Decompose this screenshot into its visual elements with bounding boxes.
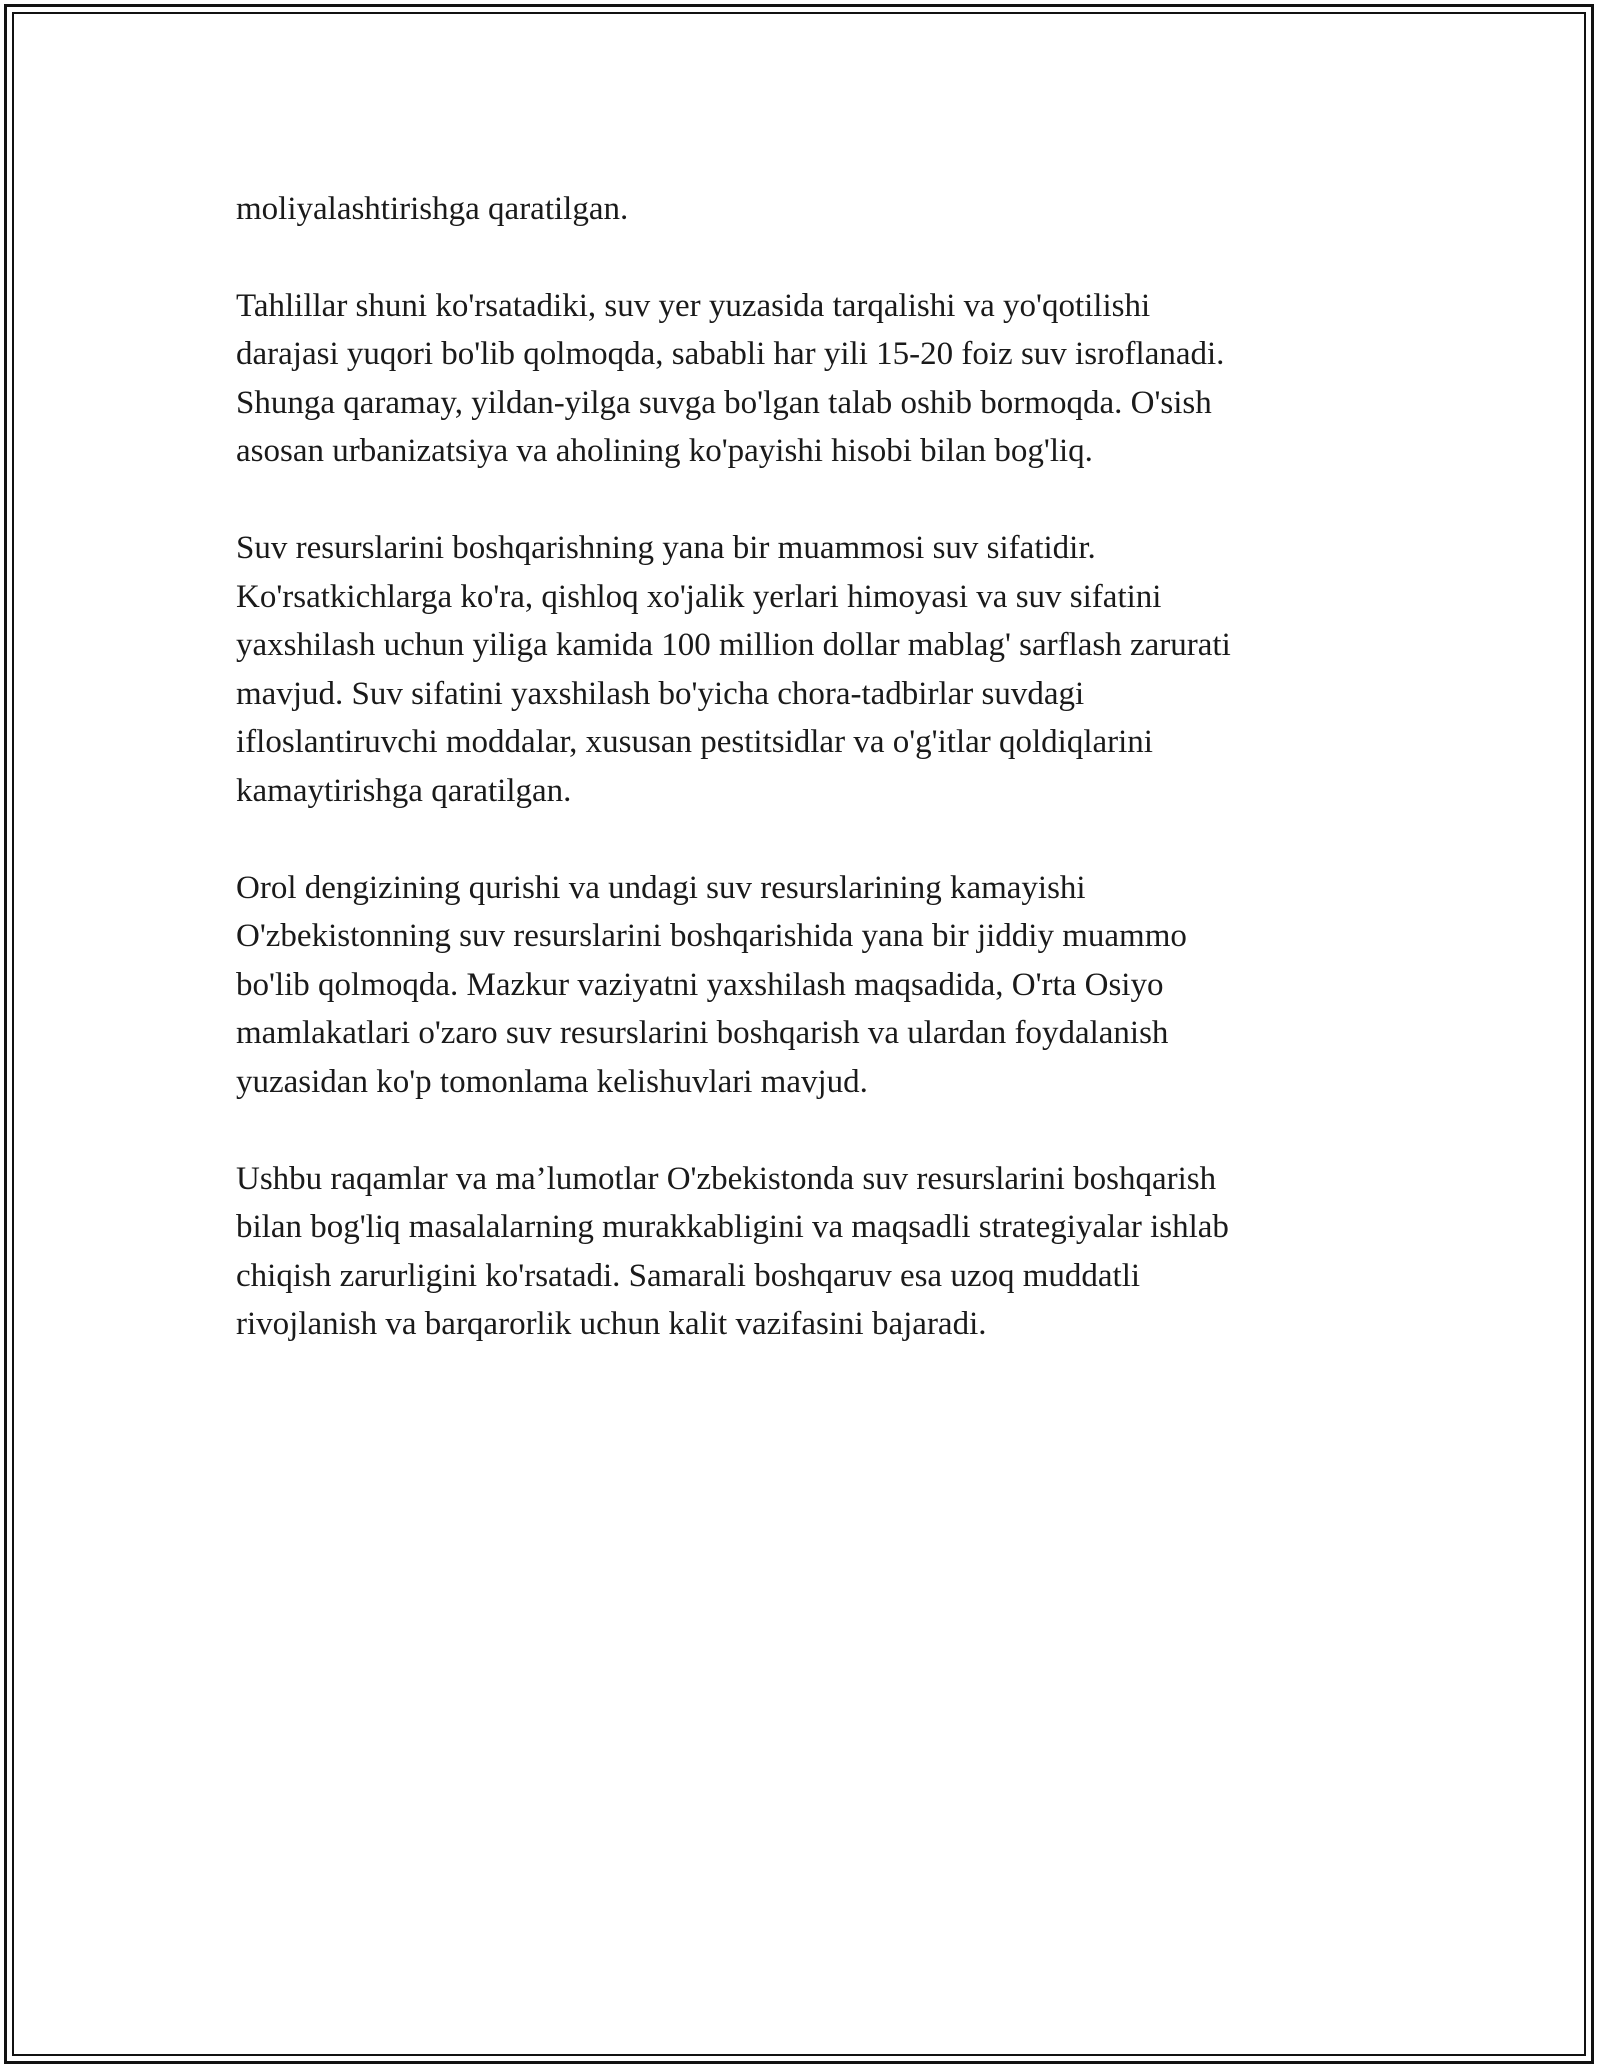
- paragraph-water-loss: Tahlillar shuni ko'rsatadiki, suv yer yuzasida tarqalishi va yo'qotilishi darajasi yuqori bo'lib qolmoqda, sababli har yili 15-20 foiz suv isroflanadi. Shunga qaramay, yildan-yilga suvga bo'lgan talab oshib bormoqda. O'sish asosan urbanizatsiya va aholining ko'payishi hisobi bilan bog'liq.: [236, 287, 1225, 470]
- document-body: [236, 185, 1366, 1397]
- paragraph-continuation: moliyalashtirishga qaratilgan.: [236, 191, 629, 227]
- paragraph-water-quality: Suv resurslarini boshqarishning yana bir muammosi suv sifatidir. Ko'rsatkichlarga ko'ra, qishloq xo'jalik yerlari himoyasi va suv sifatini yaxshilash uchun yiliga kamida 100 million dollar mablag' sarflash zarurati mavjud. Suv sifatini yaxshilash bo'yicha chora-tadbirlar suvdagi ifloslantiruvchi moddalar, xususan pestitsidlar va o'g'itlar qoldiqlarini kamaytirishga qaratilgan.: [236, 529, 1231, 809]
- paragraph-aral-sea: Orol dengizining qurishi va undagi suv resurslarining kamayishi O'zbekistonning suv resurslarini boshqarishida yana bir jiddiy muammo bo'lib qolmoqda. Mazkur vaziyatni yaxshilash maqsadida, O'rta Osiyo mamlakatlari o'zaro suv resurslarini boshqarish va ulardan foydalanish yuzasidan ko'p tomonlama kelishuvlari mavjud.: [236, 869, 1187, 1100]
- paragraph-conclusion: Ushbu raqamlar va ma’lumotlar O'zbekistonda suv resurslarini boshqarish bilan bog'liq masalalarning murakkabligini va maqsadli strategiyalar ishlab chiqish zarurligini ko'rsatadi. Samarali boshqaruv esa uzoq muddatli rivojlanish va barqarorlik uchun kalit vazifasini bajaradi.: [236, 1160, 1229, 1343]
